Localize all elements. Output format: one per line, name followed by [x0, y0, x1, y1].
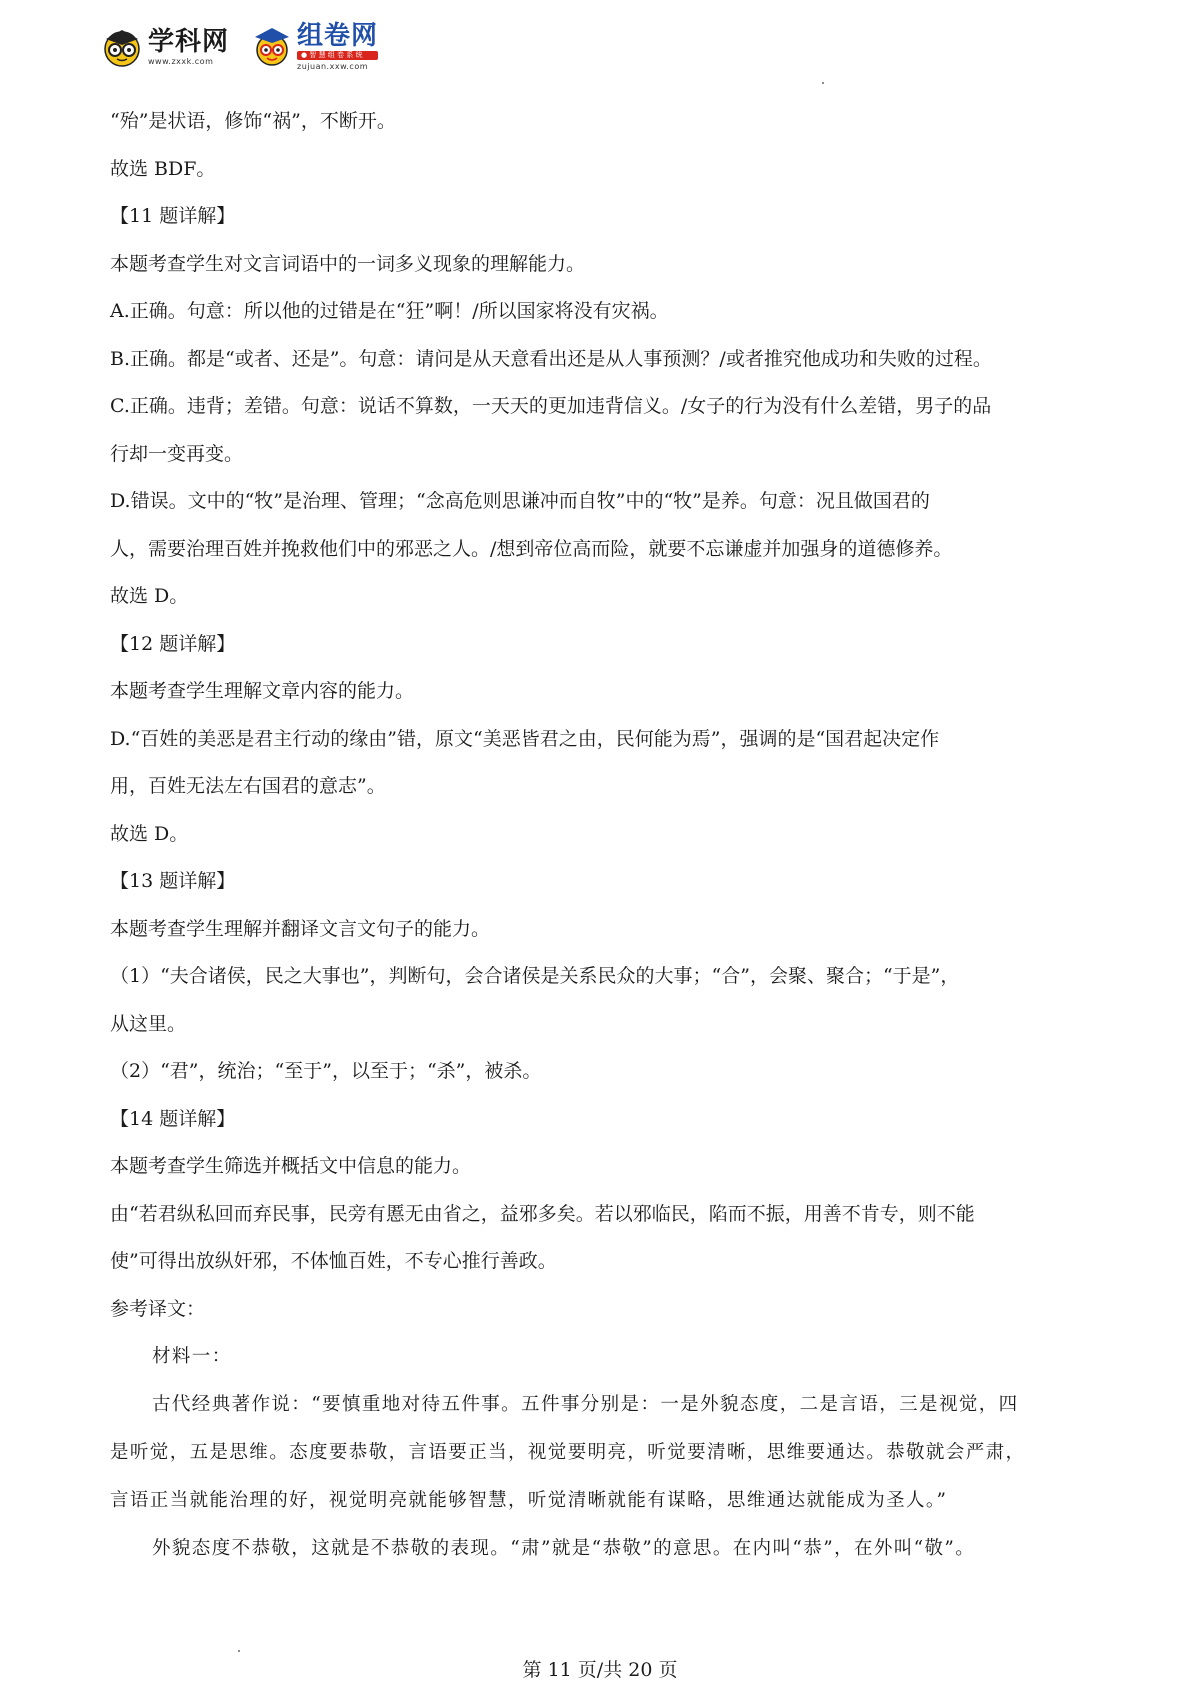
mascot-glasses-icon: [100, 25, 144, 69]
answer-line: 故选 D。: [110, 585, 189, 607]
scan-speck: [238, 1650, 240, 1652]
zujuan-logo[interactable]: [251, 23, 378, 71]
section-heading-q13: 【13 题详解】: [110, 870, 236, 892]
zujuan-logo-url: zujuan.xxw.com: [297, 62, 368, 71]
zujuan-logo-name: 组卷网: [297, 21, 379, 51]
mascot-cap-icon: [251, 24, 293, 70]
option-a-line: A.正确。句意：所以他的过错是在“狂”啊！/所以国家将没有灾祸。: [110, 300, 669, 322]
translation-paragraph: 古代经典著作说：“要慎重地对待五件事。五件事分别是：一是外貌态度，二是言语，三是视觉，四: [152, 1394, 1019, 1415]
zujuan-logo-badge: ● 智 慧 组 卷 系 统: [297, 51, 378, 60]
material-label: 材料一：: [152, 1346, 232, 1367]
translation-item-1: （1）“夫合诸侯，民之大事也”，判断句，会合诸侯是关系民众的大事；“合”，会聚、聚合；“于是”，: [110, 965, 960, 987]
zxxk-logo-url: www.zxxk.com: [148, 56, 214, 66]
translation-item-2: （2）“君”，统治；“至于”，以至于；“杀”，被杀。: [110, 1060, 542, 1082]
text-line: 本题考查学生理解文章内容的能力。: [110, 680, 415, 702]
translation-paragraph: 外貌态度不恭敬，这就是不恭敬的表现。“肃”就是“恭敬”的意思。在内叫“恭”，在外叫“敬”。: [152, 1538, 976, 1559]
option-b-line: B.正确。都是“或者、还是”。句意：请问是从天意看出还是从人事预测？/或者推究他成功和失败的过程。: [110, 347, 992, 370]
scan-speck: [822, 82, 824, 84]
reference-translation-label: 参考译文：: [110, 1297, 206, 1320]
section-heading-q14: 【14 题详解】: [110, 1107, 236, 1130]
text-line: 由“若君纵私回而弃民事，民旁有慝无由省之，益邪多矣。若以邪临民，陷而不振，用善不肯专，则不能: [110, 1202, 975, 1225]
text-line: 本题考查学生对文言词语中的一词多义现象的理解能力。: [110, 252, 586, 275]
answer-line: 故选 BDF。: [110, 157, 216, 180]
translation-item-1-cont: 从这里。: [110, 1012, 187, 1035]
option-c-line: C.正确。违背；差错。句意：说话不算数，一天天的更加违背信义。/女子的行为没有什么差错，男子的品: [110, 395, 992, 417]
text-line-cont: 使”可得出放纵奸邪，不体恤百姓，不专心推行善政。: [110, 1250, 557, 1272]
option-d-line: D.错误。文中的“牧”是治理、管理；“念高危则思谦冲而自牧”中的“牧”是养。句意：况且做国君的: [110, 490, 930, 512]
translation-paragraph-cont: 言语正当就能治理的好，视觉明亮就能够智慧，听觉清晰就能有谋略，思维通达就能成为圣人。”: [110, 1490, 948, 1511]
section-heading-q11: 【11 题详解】: [110, 205, 236, 227]
translation-paragraph-cont: 是听觉，五是思维。态度要恭敬，言语要正当，视觉要明亮，听觉要清晰，思维要通达。恭敬就会严肃，: [110, 1442, 1026, 1463]
option-d-line-cont: 人，需要治理百姓并挽救他们中的邪恶之人。/想到帝位高而险，就要不忘谦虚并加强身的道德修养。: [110, 537, 953, 560]
zxxk-logo-name: 学科网: [148, 26, 230, 57]
text-line: 本题考查学生理解并翻译文言文句子的能力。: [110, 917, 491, 940]
page-header: [100, 18, 400, 76]
document-body: [110, 98, 1100, 1573]
option-d-line-cont: 用，百姓无法左右国君的意志”。: [110, 775, 386, 797]
option-c-line-cont: 行却一变再变。: [110, 442, 244, 465]
zxxk-logo[interactable]: [100, 25, 229, 69]
text-line: 本题考查学生筛选并概括文中信息的能力。: [110, 1155, 472, 1177]
section-heading-q12: 【12 题详解】: [110, 632, 236, 655]
page-number: 第 11 页/共 20 页: [522, 1659, 678, 1681]
answer-line: 故选 D。: [110, 822, 189, 845]
text-line: “殆”是状语，修饰“祸”，不断开。: [110, 110, 396, 132]
option-d-line: D.“百姓的美恶是君主行动的缘由”错，原文“美恶皆君之由，民何能为焉”，强调的是“国君起决定作: [110, 727, 940, 750]
